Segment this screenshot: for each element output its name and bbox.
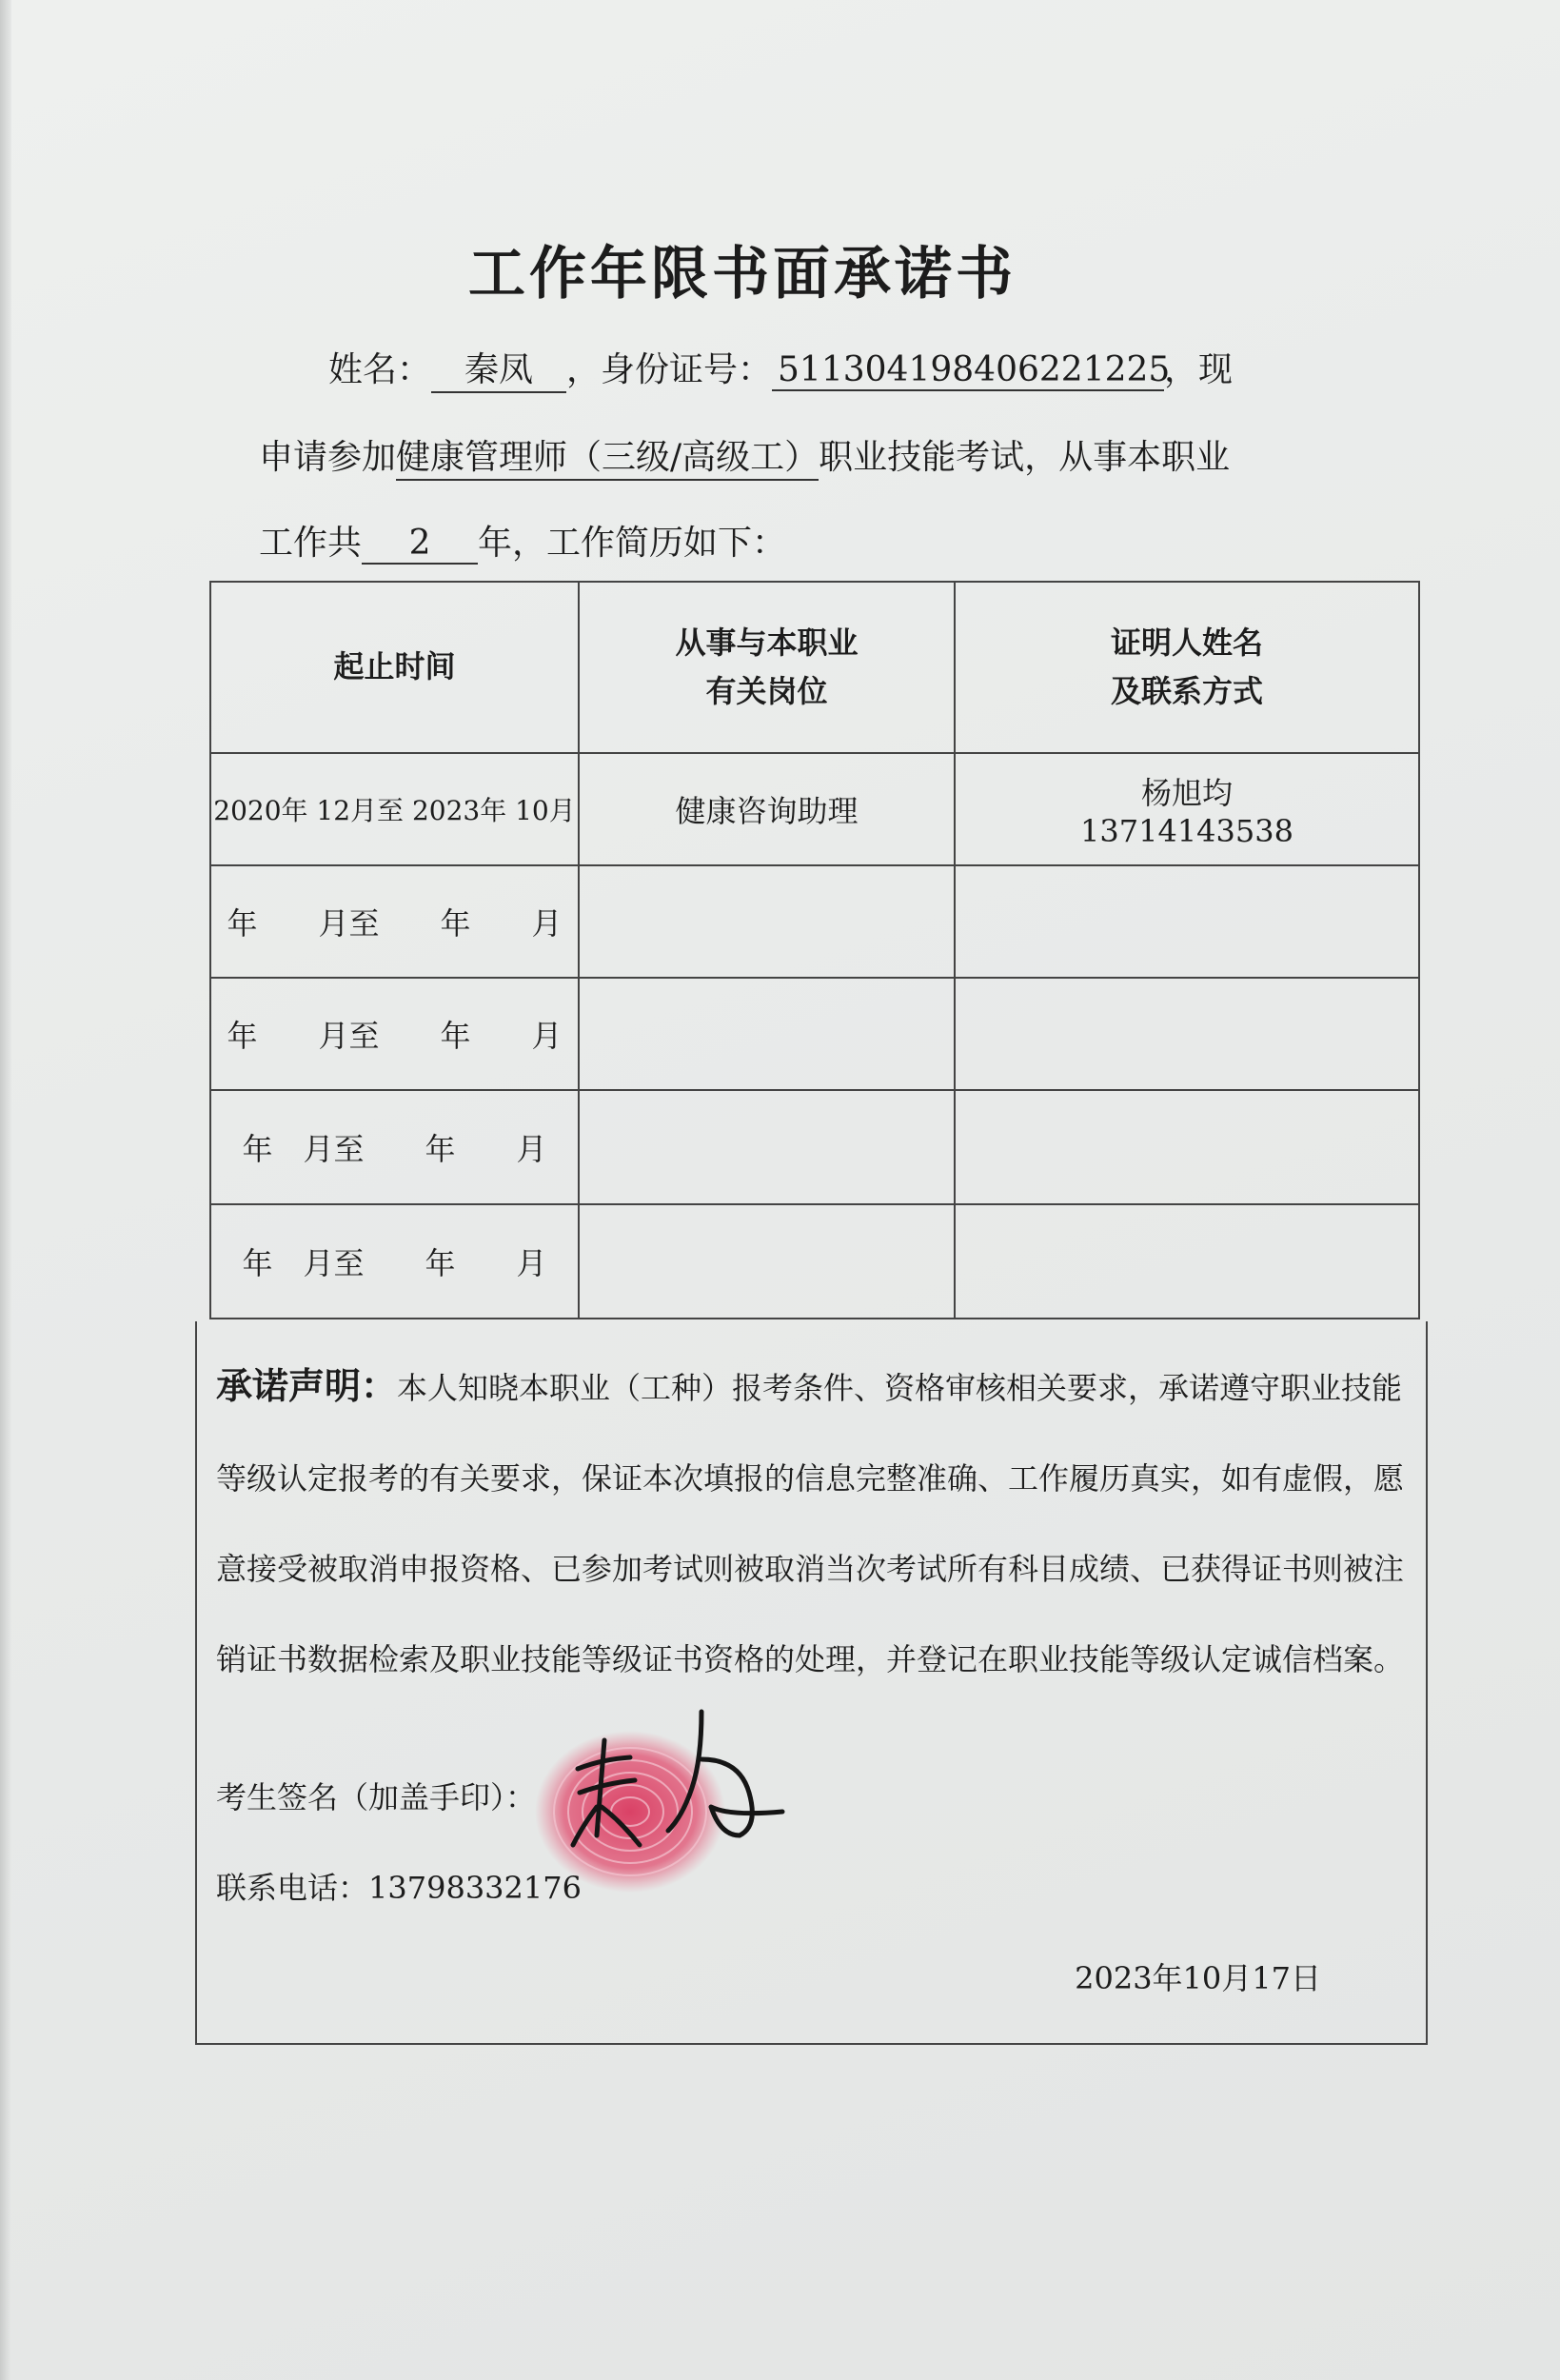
row-witness <box>955 978 1419 1090</box>
witness-name: 杨旭均 <box>1140 775 1233 811</box>
handwritten-signature <box>559 1702 797 1864</box>
years-suffix: 年，工作简历如下： <box>478 524 787 563</box>
work-history-table <box>209 581 1420 1319</box>
phone-value: 13798332176 <box>368 1870 582 1906</box>
header-period: 起止时间 <box>210 582 579 753</box>
declaration-heading: 承诺声明： <box>216 1364 398 1407</box>
row-position <box>579 1204 955 1319</box>
id-label: ，身份证号： <box>566 350 773 389</box>
row-period: 年 月至 年 月 <box>210 1090 579 1204</box>
header-witness <box>955 582 1419 753</box>
signing-date: 2023年10月17日 <box>1075 1960 1321 1996</box>
name-label: 姓名： <box>328 350 432 389</box>
witness-phone: 13714143538 <box>1080 813 1293 849</box>
table-row <box>210 865 1419 978</box>
document-title: 工作年限书面承诺书 <box>468 241 1017 307</box>
header-position <box>579 582 955 753</box>
page-edge <box>0 0 11 2380</box>
contact-phone <box>216 1864 582 1908</box>
row-witness <box>955 753 1419 865</box>
row-witness <box>955 1090 1419 1204</box>
declaration-box <box>195 1321 1428 2045</box>
row-period: 年 月至 年 月 <box>210 978 579 1090</box>
declaration-text-block <box>216 1340 1406 1705</box>
row-period: 2020年 12月至 2023年 10月 <box>210 753 579 865</box>
name-value: 秦凤 <box>431 343 566 393</box>
table-row <box>210 1090 1419 1204</box>
info-line-1 <box>328 343 1233 393</box>
years-prefix: 工作共 <box>259 524 363 563</box>
phone-label: 联系电话： <box>216 1870 369 1906</box>
row-witness <box>955 865 1419 978</box>
exam-value: 健康管理师（三级/高级工） <box>396 430 819 481</box>
row-position <box>579 865 955 978</box>
row-witness <box>955 1204 1419 1319</box>
declaration-body: 本人知晓本职业（工种）报考条件、资格审核相关要求，承诺遵守职业技能等级认定报考的有关要求，保证本次填报的信息完整准确、工作履历真实，如有虚假，愿意接受被取消申报资格、已参加考试则被取消当次考试所有科目成绩、已获得证书则被注销证书数据检索及职业技能等级证书资格的处理，并登记在职业技能等级认定诚信档案。 <box>216 1370 1405 1677</box>
table-row <box>210 753 1419 865</box>
info-line-2 <box>259 430 1230 481</box>
table-row <box>210 978 1419 1090</box>
row-position: 健康咨询助理 <box>579 753 955 865</box>
row-position <box>579 978 955 1090</box>
id-number-value: 511304198406221225 <box>772 350 1164 391</box>
table-row <box>210 1204 1419 1319</box>
apply-prefix: 申请参加 <box>259 438 397 477</box>
table-header-row <box>210 582 1419 753</box>
info-line-3 <box>259 516 786 565</box>
header-witness-line1: 证明人姓名 <box>1110 624 1263 661</box>
row-position <box>579 1090 955 1204</box>
signature-label: 考生签名（加盖手印）： <box>216 1779 537 1815</box>
row-period: 年 月至 年 月 <box>210 865 579 978</box>
years-value: 2 <box>362 524 478 565</box>
row-period: 年 月至 年 月 <box>210 1204 579 1319</box>
header-position-line2: 有关岗位 <box>705 673 828 709</box>
apply-suffix: 职业技能考试，从事本职业 <box>819 438 1231 477</box>
header-witness-line2: 及联系方式 <box>1110 673 1263 709</box>
header-position-line1: 从事与本职业 <box>675 624 859 661</box>
line1-end: ，现 <box>1164 350 1234 389</box>
